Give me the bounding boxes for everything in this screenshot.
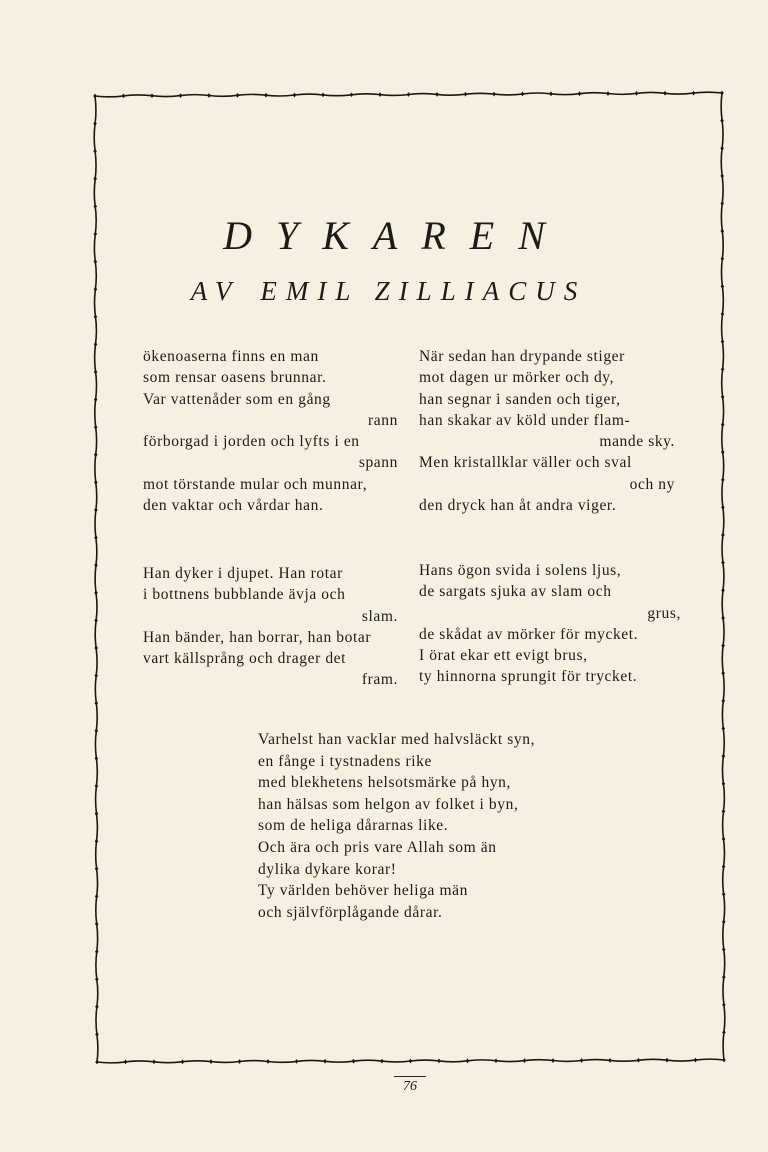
poem-line: dylika dykare korar!	[258, 860, 397, 878]
border-ornament	[721, 450, 725, 455]
author-name: EMIL ZILLIACUS	[260, 276, 587, 306]
border-ornament	[494, 1058, 498, 1063]
border-ornament	[722, 754, 726, 759]
border-ornament	[722, 892, 726, 897]
border-ornament	[94, 535, 98, 540]
poem-line: Ty världen behöver heliga män	[258, 882, 468, 900]
poem-line: som de heliga dårarnas like.	[258, 817, 449, 835]
border-ornament	[95, 922, 99, 927]
stanza-2	[419, 346, 675, 516]
border-ornament	[350, 92, 354, 97]
border-ornament	[95, 894, 99, 899]
poem-line: Men kristallklar väller och sval	[419, 454, 632, 472]
poem-line: i bottnens bubblande ävja och	[143, 586, 346, 604]
border-ornament	[94, 563, 98, 568]
border-ornament	[722, 809, 726, 814]
border-ornament	[236, 93, 240, 98]
border-ornament	[94, 646, 98, 651]
poem-line: och ny	[629, 475, 675, 493]
border-ornament	[722, 919, 726, 924]
border-ornament	[94, 618, 98, 623]
border-ornament	[295, 1059, 299, 1064]
border-ornament	[722, 864, 726, 869]
border-ornament	[93, 149, 97, 154]
border-ornament	[721, 671, 725, 676]
stanza-1	[143, 346, 398, 516]
border-ornament	[124, 1060, 128, 1065]
poem-line: och självförplågande dårar.	[258, 903, 443, 921]
poem-line: vart källsprång och drager det	[143, 650, 347, 668]
border-line	[95, 92, 722, 97]
poem-title: DYKAREN	[223, 213, 569, 258]
border-ornament	[721, 560, 725, 565]
stanza-5	[258, 729, 578, 923]
poem-line: han segnar i sanden och tiger,	[419, 390, 621, 408]
border-ornament	[95, 811, 99, 816]
stanza-4	[419, 560, 681, 688]
border-ornament	[492, 92, 496, 97]
border-ornament	[521, 92, 525, 97]
border-ornament	[94, 673, 98, 678]
poem-line: förborgad i jorden och lyfts i en	[143, 433, 360, 451]
border-ornament	[721, 367, 725, 372]
poem-line: Var vattenåder som en gång	[143, 390, 331, 408]
border-ornament	[95, 949, 99, 954]
border-ornament	[94, 342, 98, 347]
poem-line: med blekhetens helsotsmärke på hyn,	[258, 774, 512, 792]
border-ornament	[721, 588, 725, 593]
border-ornament	[409, 1059, 413, 1064]
border-ornament	[608, 1058, 612, 1063]
poem-line: Han dyker i djupet. Han rotar	[143, 565, 343, 582]
border-ornament	[122, 93, 126, 98]
border-ornament	[264, 93, 268, 98]
border-ornament	[266, 1059, 270, 1064]
border-ornament	[721, 643, 725, 648]
border-ornament	[321, 93, 325, 98]
border-ornament	[721, 477, 725, 482]
border-ornament	[93, 121, 97, 126]
border-ornament	[722, 781, 726, 786]
border-ornament	[94, 701, 98, 706]
poem-line: ty hinnorna sprungit för trycket.	[419, 668, 638, 686]
border-ornament	[721, 533, 725, 538]
border-ornament	[722, 726, 726, 731]
border-ornament	[721, 395, 725, 400]
border-ornament	[464, 92, 468, 97]
border-ornament	[95, 728, 99, 733]
border-ornament	[722, 947, 726, 952]
border-ornament	[720, 91, 724, 96]
poem-line: Varhelst han vacklar med halvsläckt syn,	[258, 731, 536, 748]
border-ornament	[94, 508, 98, 513]
poem-line: grus,	[647, 604, 681, 622]
border-ornament	[293, 93, 297, 98]
border-ornament	[95, 756, 99, 761]
border-ornament	[95, 839, 99, 844]
author-prefix: AV	[190, 276, 241, 306]
border-ornament	[95, 784, 99, 789]
page-number: 76	[394, 1076, 426, 1095]
border-line	[97, 1059, 724, 1063]
border-ornament	[95, 866, 99, 871]
poem-line: slam.	[361, 607, 398, 625]
poem-line: rann	[368, 411, 398, 429]
border-ornament	[722, 1030, 726, 1035]
border-ornament	[580, 1058, 584, 1063]
poem-line: den vaktar och vårdar han.	[143, 497, 324, 515]
border-ornament	[721, 698, 725, 703]
poem-line: en fånge i tystnadens rike	[258, 752, 432, 770]
border-ornament	[407, 92, 411, 97]
border-ornament	[722, 975, 726, 980]
border-ornament	[94, 397, 98, 402]
border-ornament	[551, 1058, 555, 1063]
border-ornament	[663, 91, 667, 96]
border-ornament	[380, 1059, 384, 1064]
border-ornament	[323, 1059, 327, 1064]
border-ornament	[721, 616, 725, 621]
poem-line: mande sky.	[599, 433, 675, 451]
border-ornament	[93, 204, 97, 209]
poem-line: Hans ögon svida i solens ljus,	[419, 562, 622, 579]
poem-line: Han bänder, han borrar, han botar	[143, 628, 372, 646]
border-ornament	[720, 173, 724, 178]
poem-line: spann	[358, 454, 398, 472]
author-line	[0, 276, 768, 307]
border-ornament	[549, 91, 553, 96]
poem-line: När sedan han drypande stiger	[419, 348, 625, 365]
poem-line: han hälsas som helgon av folket i byn,	[258, 795, 519, 813]
poem-line: Och ära och pris vare Allah som än	[258, 838, 497, 856]
poem-line: de sargats sjuka av slam och	[419, 583, 612, 601]
stanza-3	[143, 563, 398, 691]
border-ornament	[181, 1059, 185, 1064]
poem-line: som rensar oasens brunnar.	[143, 369, 327, 387]
border-ornament	[207, 93, 211, 98]
border-ornament	[94, 480, 98, 485]
border-ornament	[665, 1058, 669, 1063]
border-ornament	[466, 1058, 470, 1063]
border-ornament	[94, 590, 98, 595]
poem-line: fram.	[361, 671, 398, 689]
border-ornament	[238, 1059, 242, 1064]
poem-line: mot dagen ur mörker och dy,	[419, 369, 615, 387]
border-ornament	[523, 1058, 527, 1063]
border-ornament	[94, 259, 98, 264]
border-ornament	[94, 314, 98, 319]
border-ornament	[95, 977, 99, 982]
border-ornament	[721, 339, 725, 344]
border-ornament	[637, 1058, 641, 1063]
border-ornament	[152, 1059, 156, 1064]
border-ornament	[95, 1004, 99, 1009]
border-ornament	[721, 422, 725, 427]
poem-line: den dryck han åt andra viger.	[419, 497, 617, 515]
border-ornament	[720, 201, 724, 206]
border-ornament	[378, 92, 382, 97]
border-ornament	[95, 1032, 99, 1037]
border-ornament	[93, 176, 97, 181]
border-ornament	[352, 1059, 356, 1064]
poem-line: ökenoaserna finns en man	[143, 348, 319, 365]
poem-line: han skakar av köld under flam-	[419, 411, 631, 429]
poem-line: I örat ekar ett evigt brus,	[419, 647, 588, 665]
border-ornament	[720, 118, 724, 123]
border-ornament	[93, 94, 97, 99]
border-ornament	[606, 91, 610, 96]
border-ornament	[437, 1059, 441, 1064]
border-ornament	[692, 91, 696, 96]
border-ornament	[722, 837, 726, 842]
border-ornament	[722, 1002, 726, 1007]
border-ornament	[95, 1060, 99, 1065]
border-ornament	[722, 1058, 726, 1063]
poem-line: mot törstande mular och munnar,	[143, 475, 368, 493]
border-ornament	[435, 92, 439, 97]
border-ornament	[694, 1058, 698, 1063]
poem-line: de skådat av mörker för mycket.	[419, 625, 639, 643]
border-ornament	[635, 91, 639, 96]
border-ornament	[179, 93, 183, 98]
border-ornament	[720, 146, 724, 151]
border-ornament	[94, 425, 98, 430]
border-ornament	[94, 370, 98, 375]
border-ornament	[94, 452, 98, 457]
border-ornament	[150, 93, 154, 98]
border-ornament	[721, 505, 725, 510]
border-ornament	[578, 91, 582, 96]
border-ornament	[721, 312, 725, 317]
border-ornament	[209, 1059, 213, 1064]
